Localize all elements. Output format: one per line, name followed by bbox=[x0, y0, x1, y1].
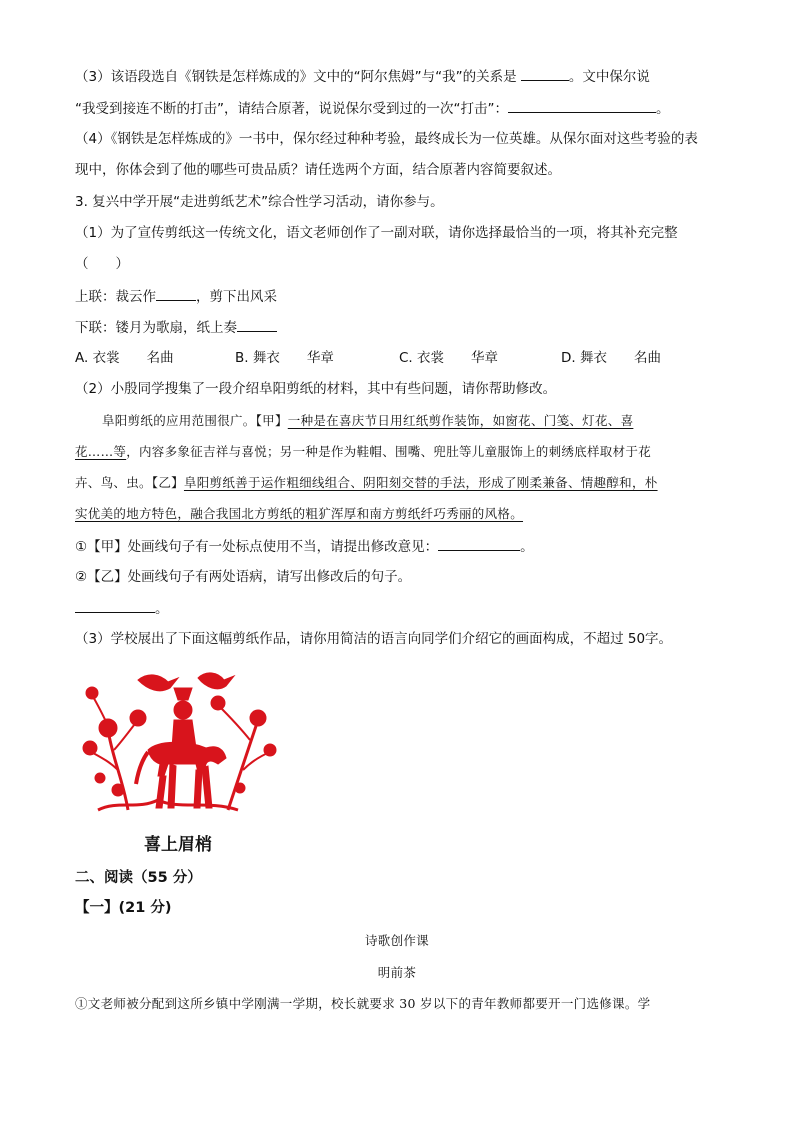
material-line4: 实优美的地方特色，融合我国北方剪纸的粗犷浑厚和南方剪纸纤巧秀丽的风格。 bbox=[75, 506, 524, 521]
article-author: 明前茶 bbox=[377, 965, 417, 980]
q2-part4-line2: 现中，你体会到了他的哪些可贵品质？请任选两个方面，结合原著内容简要叙述。 bbox=[75, 162, 561, 178]
answer-blank[interactable] bbox=[156, 286, 196, 301]
couplet-upper: 上联：裁云作 ，剪下出风采 bbox=[75, 286, 277, 307]
q3-jia: ①【甲】处画线句子有一处标点使用不当，请提出修改意见： 。 bbox=[75, 536, 534, 557]
material-line3: 卉、鸟、虫。【乙】阜阳剪纸善于运作粗细线组合、阴阳刻交替的手法，形成了刚柔兼备、情趣醇和，朴 bbox=[75, 475, 658, 490]
option-a[interactable]: A. 衣裳 名曲 bbox=[75, 350, 174, 366]
q3-sub1: （1）为了宣传剪纸这一传统文化，语文老师创作了一副对联，请你选择最恰当的一项，将其补充完整 bbox=[75, 225, 678, 241]
q3-sub1-paren[interactable]: （ ） bbox=[75, 256, 129, 272]
answer-blank[interactable] bbox=[75, 598, 155, 613]
papercut-image bbox=[78, 660, 278, 830]
answer-blank[interactable] bbox=[237, 317, 277, 332]
q2-part3-line1: （3）该语段选自《钢铁是怎样炼成的》文中的“阿尔焦姆”与“我”的关系是 。文中保尔说 bbox=[75, 66, 650, 87]
answer-blank[interactable] bbox=[521, 66, 569, 81]
article-title: 诗歌创作课 bbox=[364, 933, 429, 948]
article-para1: ①文老师被分配到这所乡镇中学刚满一学期，校长就要求 30 岁以下的青年教师都要开一门选修课。学 bbox=[75, 996, 651, 1011]
option-b[interactable]: B. 舞衣 华章 bbox=[235, 350, 334, 366]
q2-part4-line1: （4）《钢铁是怎样炼成的》一书中，保尔经过种种考验，最终成长为一位英雄。从保尔面对这些考验的表 bbox=[75, 131, 698, 147]
answer-blank[interactable] bbox=[508, 98, 656, 113]
q3-yi: ②【乙】处画线句子有两处语病，请写出修改后的句子。 bbox=[75, 569, 412, 585]
q3-sub3: （3）学校展出了下面这幅剪纸作品，请你用简洁的语言向同学们介绍它的画面构成，不超过 50字。 bbox=[75, 631, 673, 647]
material-line1: 阜阳剪纸的应用范围很广。【甲】一种是在喜庆节日用红纸剪作装饰，如窗花、门笺、灯花、喜 bbox=[102, 413, 634, 428]
material-line2: 花……等，内容多象征吉祥与喜悦；另一种是作为鞋帽、围嘴、兜肚等儿童服饰上的刺绣底样取材于花 bbox=[75, 444, 652, 459]
option-d[interactable]: D. 舞衣 名曲 bbox=[561, 350, 661, 366]
couplet-lower: 下联：镂月为歌扇，纸上奏 bbox=[75, 317, 277, 338]
q3-title: 3. 复兴中学开展“走进剪纸艺术”综合性学习活动，请你参与。 bbox=[75, 194, 444, 210]
answer-blank[interactable] bbox=[438, 536, 520, 551]
part-heading: 【一】(21 分) bbox=[75, 900, 172, 916]
options-row bbox=[75, 348, 661, 368]
section-heading: 二、阅读（55 分） bbox=[75, 870, 202, 886]
q2-part3-line2: “我受到接连不断的打击”，请结合原著，说说保尔受到过的一次“打击”： 。 bbox=[75, 98, 669, 119]
option-c[interactable]: C. 衣裳 华章 bbox=[399, 350, 499, 366]
q3-sub2: （2）小殷同学搜集了一段介绍阜阳剪纸的材料，其中有些问题，请你帮助修改。 bbox=[75, 381, 557, 397]
q3-yi-answer: 。 bbox=[75, 598, 169, 619]
image-caption: 喜上眉梢 bbox=[144, 835, 212, 855]
